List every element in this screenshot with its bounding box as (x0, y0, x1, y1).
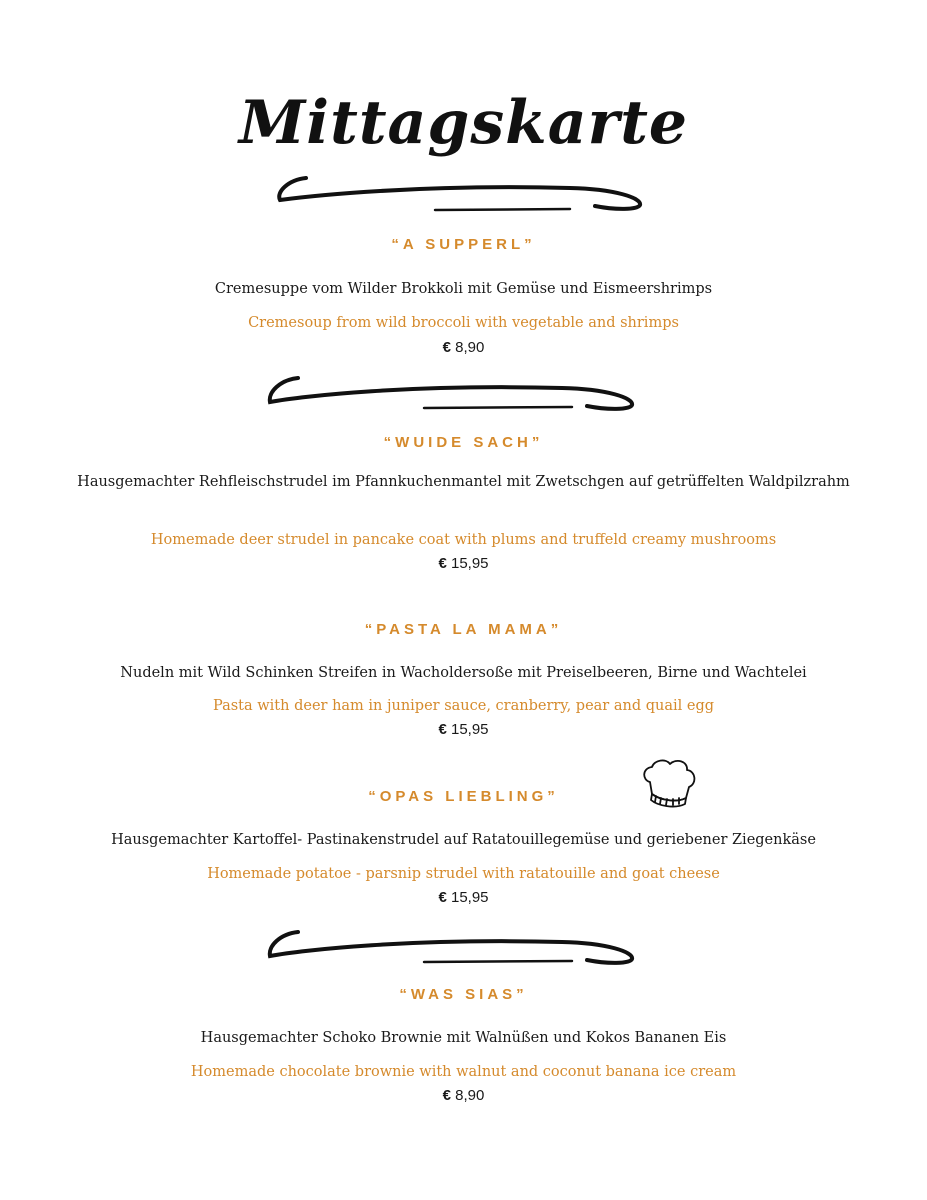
price-value: 15,95 (450, 555, 489, 572)
dish-description-en: Pasta with deer ham in juniper sauce, cranberry, pear and quail egg (212, 698, 715, 714)
currency-symbol: € (438, 721, 447, 738)
dish-price (0, 721, 927, 738)
dish-price (0, 339, 927, 356)
dish-price (0, 1087, 927, 1104)
dish-description-en: Cremesoup from wild broccoli with vegetable and shrimps (248, 315, 679, 331)
dish-description-de: Hausgemachter Rehfleischstrudel im Pfannkuchenmantel mit Zwetschgen auf getrüffelten Waldpilzrahm (77, 474, 850, 490)
section-heading: “WAS SIAS” (399, 986, 528, 1003)
currency-symbol: € (438, 555, 447, 572)
dish-description-de: Cremesuppe vom Wilder Brokkoli mit Gemüse und Eismeershrimps (214, 281, 713, 297)
currency-symbol: € (438, 889, 447, 906)
currency-symbol: € (442, 1087, 451, 1104)
dish-description-de: Hausgemachter Schoko Brownie mit Walnüßen und Kokos Bananen Eis (200, 1030, 727, 1046)
dish-description-en: Homemade deer strudel in pancake coat with plums and truffeld creamy mushrooms (150, 532, 777, 548)
section-heading: “WUIDE SACH” (383, 434, 544, 451)
swoosh-divider-icon (262, 926, 642, 970)
swoosh-divider-icon (262, 372, 642, 416)
section-heading: “OPAS LIEBLING” (368, 788, 559, 805)
swoosh-divider-icon (270, 172, 650, 216)
currency-symbol: € (442, 339, 451, 356)
dish-price (0, 555, 927, 572)
dish-description-en: Homemade potatoe - parsnip strudel with ratatouille and goat cheese (207, 866, 720, 882)
dish-description-de: Nudeln mit Wild Schinken Streifen in Wacholdersoße mit Preiselbeeren, Birne und Wachtelei (120, 665, 807, 681)
price-value: 15,95 (450, 889, 489, 906)
price-value: 15,95 (450, 721, 489, 738)
price-value: 8,90 (455, 339, 485, 356)
price-value: 8,90 (455, 1087, 485, 1104)
dish-description-en: Homemade chocolate brownie with walnut and coconut banana ice cream (190, 1064, 737, 1080)
section-heading: “A SUPPERL” (391, 236, 536, 253)
menu-title: Mittagskarte (238, 88, 689, 158)
section-heading: “PASTA LA MAMA” (364, 621, 563, 638)
dish-description-de: Hausgemachter Kartoffel- Pastinakenstrudel auf Ratatouillegemüse und geriebener Ziegenkäse (111, 832, 816, 848)
dish-price (0, 889, 927, 906)
